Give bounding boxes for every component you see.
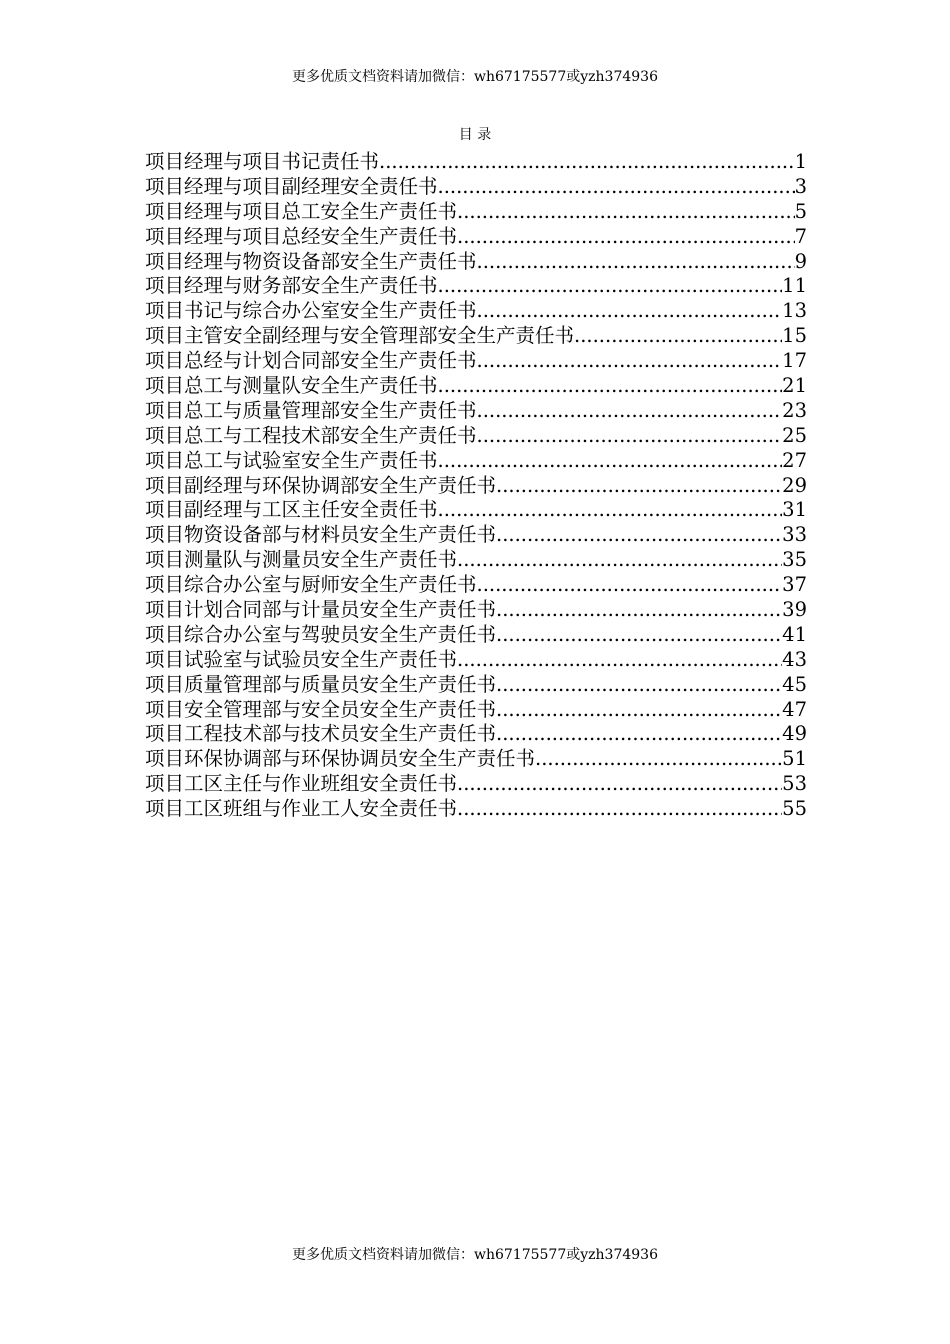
toc-dot-leader (496, 474, 782, 499)
toc-entry-label: 项目总工与测量队安全生产责任书 (145, 374, 438, 398)
toc-dot-leader (379, 150, 795, 175)
toc-entry-page-number: 15 (782, 324, 807, 348)
toc-entry-label: 项目经理与物资设备部安全生产责任书 (145, 249, 477, 273)
toc-dot-leader (477, 424, 783, 449)
toc-entry[interactable] (145, 274, 807, 299)
toc-dot-leader (496, 523, 782, 548)
toc-entry-page-number: 55 (782, 797, 807, 821)
toc-entry[interactable] (145, 498, 807, 523)
header-contact-note: 更多优质文档资料请加微信：wh67175577或yzh374936 (291, 69, 658, 85)
toc-entry-page-number: 11 (782, 274, 807, 298)
toc-entry-label: 项目总经与计划合同部安全生产责任书 (145, 349, 477, 373)
toc-entry-page-number: 37 (782, 573, 807, 597)
toc-entry[interactable] (145, 324, 807, 349)
toc-entry-page-number: 7 (794, 224, 807, 248)
toc-entry[interactable] (145, 374, 807, 399)
toc-entry-page-number: 39 (782, 598, 807, 622)
toc-dot-leader (477, 399, 783, 424)
toc-entry-page-number: 9 (794, 249, 807, 273)
toc-entry-label: 项目计划合同部与计量员安全生产责任书 (145, 598, 497, 622)
toc-entry[interactable] (145, 548, 807, 573)
toc-entry-label: 项目质量管理部与质量员安全生产责任书 (145, 672, 497, 696)
toc-entry-label: 项目副经理与环保协调部安全生产责任书 (145, 473, 497, 497)
toc-entry-page-number: 25 (782, 423, 807, 447)
toc-entry[interactable] (145, 424, 807, 449)
toc-dot-leader (496, 598, 782, 623)
toc-entry[interactable] (145, 399, 807, 424)
toc-entry[interactable] (145, 648, 807, 673)
toc-entry-label: 项目工区主任与作业班组安全责任书 (145, 772, 458, 796)
toc-entry-label: 项目工区班组与作业工人安全责任书 (145, 797, 458, 821)
toc-dot-leader (457, 200, 795, 225)
toc-entry[interactable] (145, 623, 807, 648)
toc-dot-leader (457, 797, 782, 822)
toc-dot-leader (438, 449, 783, 474)
toc-entry[interactable] (145, 772, 807, 797)
toc-dot-leader (477, 250, 795, 275)
toc-entry-page-number: 17 (782, 349, 807, 373)
toc-dot-leader (496, 722, 782, 747)
toc-entry[interactable] (145, 349, 807, 374)
toc-entry-label: 项目总工与试验室安全生产责任书 (145, 448, 438, 472)
toc-entry-page-number: 31 (782, 498, 807, 522)
toc-entry[interactable] (145, 573, 807, 598)
toc-entry[interactable] (145, 449, 807, 474)
toc-entry-page-number: 5 (794, 199, 807, 223)
toc-entry[interactable] (145, 200, 807, 225)
toc-entry-label: 项目综合办公室与驾驶员安全生产责任书 (145, 622, 497, 646)
toc-entry[interactable] (145, 747, 807, 772)
toc-entry-label: 项目试验室与试验员安全生产责任书 (145, 647, 458, 671)
toc-entry-label: 项目测量队与测量员安全生产责任书 (145, 548, 458, 572)
toc-dot-leader (477, 573, 783, 598)
toc-entry-label: 项目总工与质量管理部安全生产责任书 (145, 398, 477, 422)
toc-dot-leader (438, 274, 783, 299)
toc-dot-leader (496, 673, 782, 698)
toc-entry-label: 项目经理与财务部安全生产责任书 (145, 274, 438, 298)
toc-entry-label: 项目经理与项目书记责任书 (145, 150, 380, 173)
toc-entry-page-number: 29 (782, 473, 807, 497)
toc-entry-page-number: 45 (782, 672, 807, 696)
toc-dot-leader (457, 225, 795, 250)
toc-entry-page-number: 53 (782, 772, 807, 796)
toc-entry[interactable] (145, 225, 807, 250)
footer-contact-note: 更多优质文档资料请加微信：wh67175577或yzh374936 (291, 1247, 658, 1263)
toc-entry[interactable] (145, 523, 807, 548)
toc-entry-page-number: 23 (782, 398, 807, 422)
toc-dot-leader (457, 772, 782, 797)
toc-dot-leader (535, 747, 782, 772)
table-of-contents (145, 150, 807, 822)
toc-entry[interactable] (145, 698, 807, 723)
toc-entry-label: 项目经理与项目总工安全生产责任书 (145, 199, 458, 223)
toc-entry[interactable] (145, 722, 807, 747)
toc-entry[interactable] (145, 150, 807, 175)
toc-entry[interactable] (145, 299, 807, 324)
toc-entry-page-number: 47 (782, 697, 807, 721)
toc-dot-leader (477, 349, 783, 374)
toc-entry-label: 项目工程技术部与技术员安全生产责任书 (145, 722, 497, 746)
toc-entry-label: 项目副经理与工区主任安全责任书 (145, 498, 438, 522)
toc-entry-label: 项目物资设备部与材料员安全生产责任书 (145, 523, 497, 547)
toc-dot-leader (574, 324, 782, 349)
toc-entry-page-number: 35 (782, 548, 807, 572)
toc-entry[interactable] (145, 175, 807, 200)
toc-entry-page-number: 27 (782, 448, 807, 472)
toc-entry[interactable] (145, 673, 807, 698)
toc-entry-page-number: 21 (782, 374, 807, 398)
toc-dot-leader (438, 374, 783, 399)
toc-title: 目 录 (458, 127, 492, 143)
toc-entry-page-number: 3 (794, 174, 807, 198)
toc-dot-leader (457, 648, 782, 673)
toc-dot-leader (496, 698, 782, 723)
toc-entry-page-number: 1 (794, 150, 807, 173)
toc-dot-leader (496, 623, 782, 648)
toc-entry-label: 项目综合办公室与厨师安全生产责任书 (145, 573, 477, 597)
toc-dot-leader (438, 498, 783, 523)
toc-entry-page-number: 13 (782, 299, 807, 323)
toc-entry[interactable] (145, 250, 807, 275)
toc-entry-label: 项目安全管理部与安全员安全生产责任书 (145, 697, 497, 721)
toc-entry-page-number: 49 (782, 722, 807, 746)
toc-dot-leader (438, 175, 795, 200)
toc-entry[interactable] (145, 797, 807, 822)
toc-entry-label: 项目书记与综合办公室安全生产责任书 (145, 299, 477, 323)
toc-entry-page-number: 41 (782, 622, 807, 646)
toc-entry-label: 项目主管安全副经理与安全管理部安全生产责任书 (145, 324, 575, 348)
toc-dot-leader (457, 548, 782, 573)
toc-entry-label: 项目经理与项目副经理安全责任书 (145, 174, 438, 198)
toc-entry[interactable] (145, 474, 807, 499)
toc-entry[interactable] (145, 598, 807, 623)
toc-entry-label: 项目环保协调部与环保协调员安全生产责任书 (145, 747, 536, 771)
toc-dot-leader (477, 299, 783, 324)
toc-entry-page-number: 43 (782, 647, 807, 671)
toc-entry-page-number: 51 (782, 747, 807, 771)
toc-entry-label: 项目经理与项目总经安全生产责任书 (145, 224, 458, 248)
toc-entry-label: 项目总工与工程技术部安全生产责任书 (145, 423, 477, 447)
toc-entry-page-number: 33 (782, 523, 807, 547)
